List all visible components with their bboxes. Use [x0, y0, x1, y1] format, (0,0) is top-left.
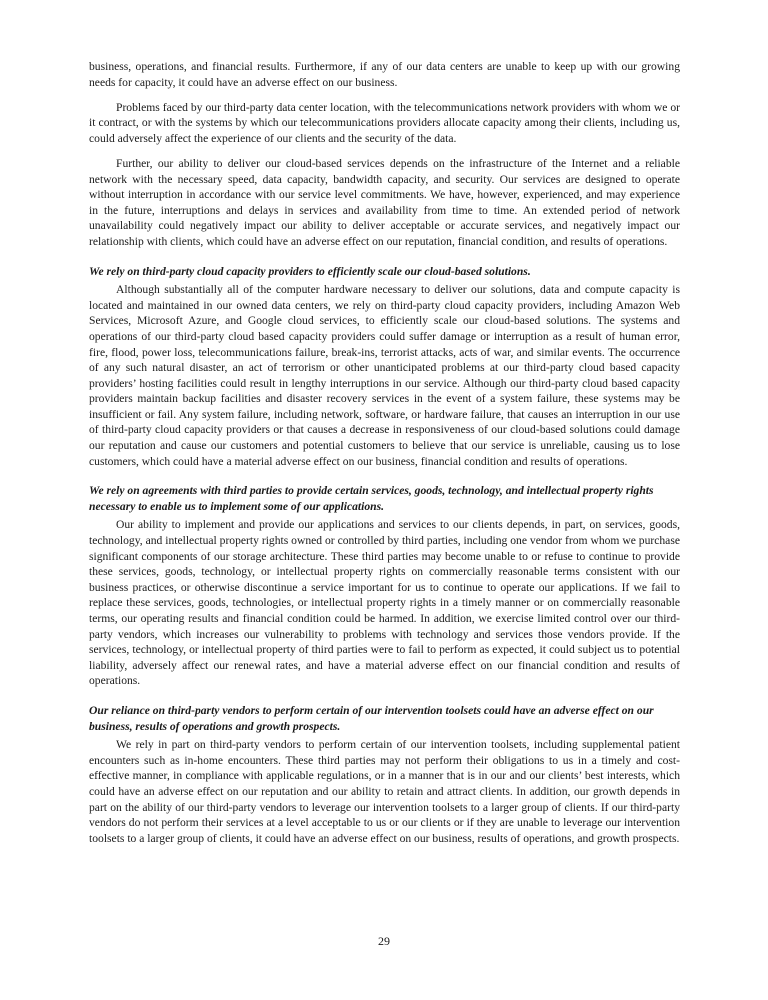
section-heading-third-party-agreements: We rely on agreements with third parties to provide certain services, goods, technology, and intellectual property rights necessary to enable us to implement some of our applications. [89, 484, 654, 513]
paragraph-third-party-agreements: Our ability to implement and provide our applications and services to our clients depends, in part, on services, goods, technology, and intellectual property rights owned or controlled by third parties, including one vendor from whom we purchase significant components of our storage architecture. These third parties may become unable to or refuse to continue to provide these services, goods, technology, or intellectual property rights on commercially reasonable terms consistent with our business practices, or otherwise discontinue a service important for us to continue to operate our applications. If we fail to replace these services, goods, technologies, or intellectual property rights in a timely manner or on commercially reasonable terms, our operating results and financial condition could be harmed. In addition, we exercise limited control over our third-party vendors, which increases our vulnerability to problems with technology and services those vendors provide. If the services, technology, or intellectual property of third parties were to fail to perform as expected, it could subject us to potential liability, adversely affect our renewal rates, and have a material adverse effect on our financial condition and results of operations. [89, 518, 680, 688]
page-number: 29 [378, 934, 390, 948]
paragraph-third-party-vendors: We rely in part on third-party vendors to perform certain of our intervention toolsets, including supplemental patient encounters such as in-home encounters. These third parties may not perform their obligations to us in a timely and cost-effective manner, in compliance with applicable regulations, or in a manner that is in our and our clients’ best interests, which could have an adverse effect on our reputation and our ability to retain and attract clients. In addition, our growth depends in part on the ability of our third-party vendors to leverage our intervention toolsets to a larger group of clients. If our third-party vendors do not perform their services at a level acceptable to us or our clients or if they are unable to leverage our intervention toolsets to a larger group of clients, it could have an adverse effect on our business, results of operations, and growth prospects. [89, 738, 680, 845]
section-heading-third-party-vendors: Our reliance on third-party vendors to perform certain of our intervention toolsets could have an adverse effect on our business, results of operations and growth prospects. [89, 703, 654, 733]
paragraph-internet-infrastructure: Further, our ability to deliver our cloud-based services depends on the infrastructure of the Internet and a reliable network with the necessary speed, data capacity, bandwidth capacity, and security. Our services are designed to operate without interruption in accordance with our service level commitments. We have, however, experienced, and may experience in the future, interruptions and delays in services and availability from time to time. An extended period of network unavailability could negatively impact our ability to deliver acceptable or accurate services, and negatively impact our relationship with clients, which could have an adverse effect on our reputation, financial condition, and results of operations. [89, 156, 680, 248]
paragraph-continued: business, operations, and financial results. Furthermore, if any of our data centers are unable to keep up with our growing needs for capacity, it could have an adverse effect on our business. [89, 60, 680, 89]
paragraph-data-center-problems: Problems faced by our third-party data center location, with the telecommunications network providers with whom we or it contract, or with the systems by which our telecommunications providers allocate capacity among their clients, including us, could adversely affect the experience of our clients and the security of the data. [89, 100, 680, 145]
document-page [89, 59, 680, 856]
section-heading-cloud-capacity: We rely on third-party cloud capacity providers to efficiently scale our cloud-based solutions. [89, 264, 531, 278]
paragraph-cloud-capacity: Although substantially all of the computer hardware necessary to deliver our solutions, data and compute capacity is located and maintained in our owned data centers, we rely on third-party cloud capacity providers, including Amazon Web Services, Microsoft Azure, and Google cloud services, to efficiently scale our cloud-based solutions. The systems and operations of our third-party cloud based capacity providers could suffer damage or interruption as a result of human error, fire, flood, power loss, telecommunications failure, break-ins, terrorist attacks, acts of war, and similar events. The occurrence of any such natural disaster, an act of terrorism or other unanticipated problems at our third-party cloud based capacity providers’ hosting facilities could result in lengthy interruptions in our service. Although our third-party cloud based capacity providers maintain backup facilities and disaster recovery services in the event of a system failure, these systems may be insufficient or fail. Any system failure, including network, software, or hardware failure, that causes an interruption in our use of third-party cloud capacity providers or that causes a decrease in responsiveness of our cloud-based solutions could damage our reputation and cause our customers and potential customers to believe that our service is unreliable, causing us to lose customers, which could have a material adverse effect on our business, financial condition and results of operations. [89, 283, 680, 468]
